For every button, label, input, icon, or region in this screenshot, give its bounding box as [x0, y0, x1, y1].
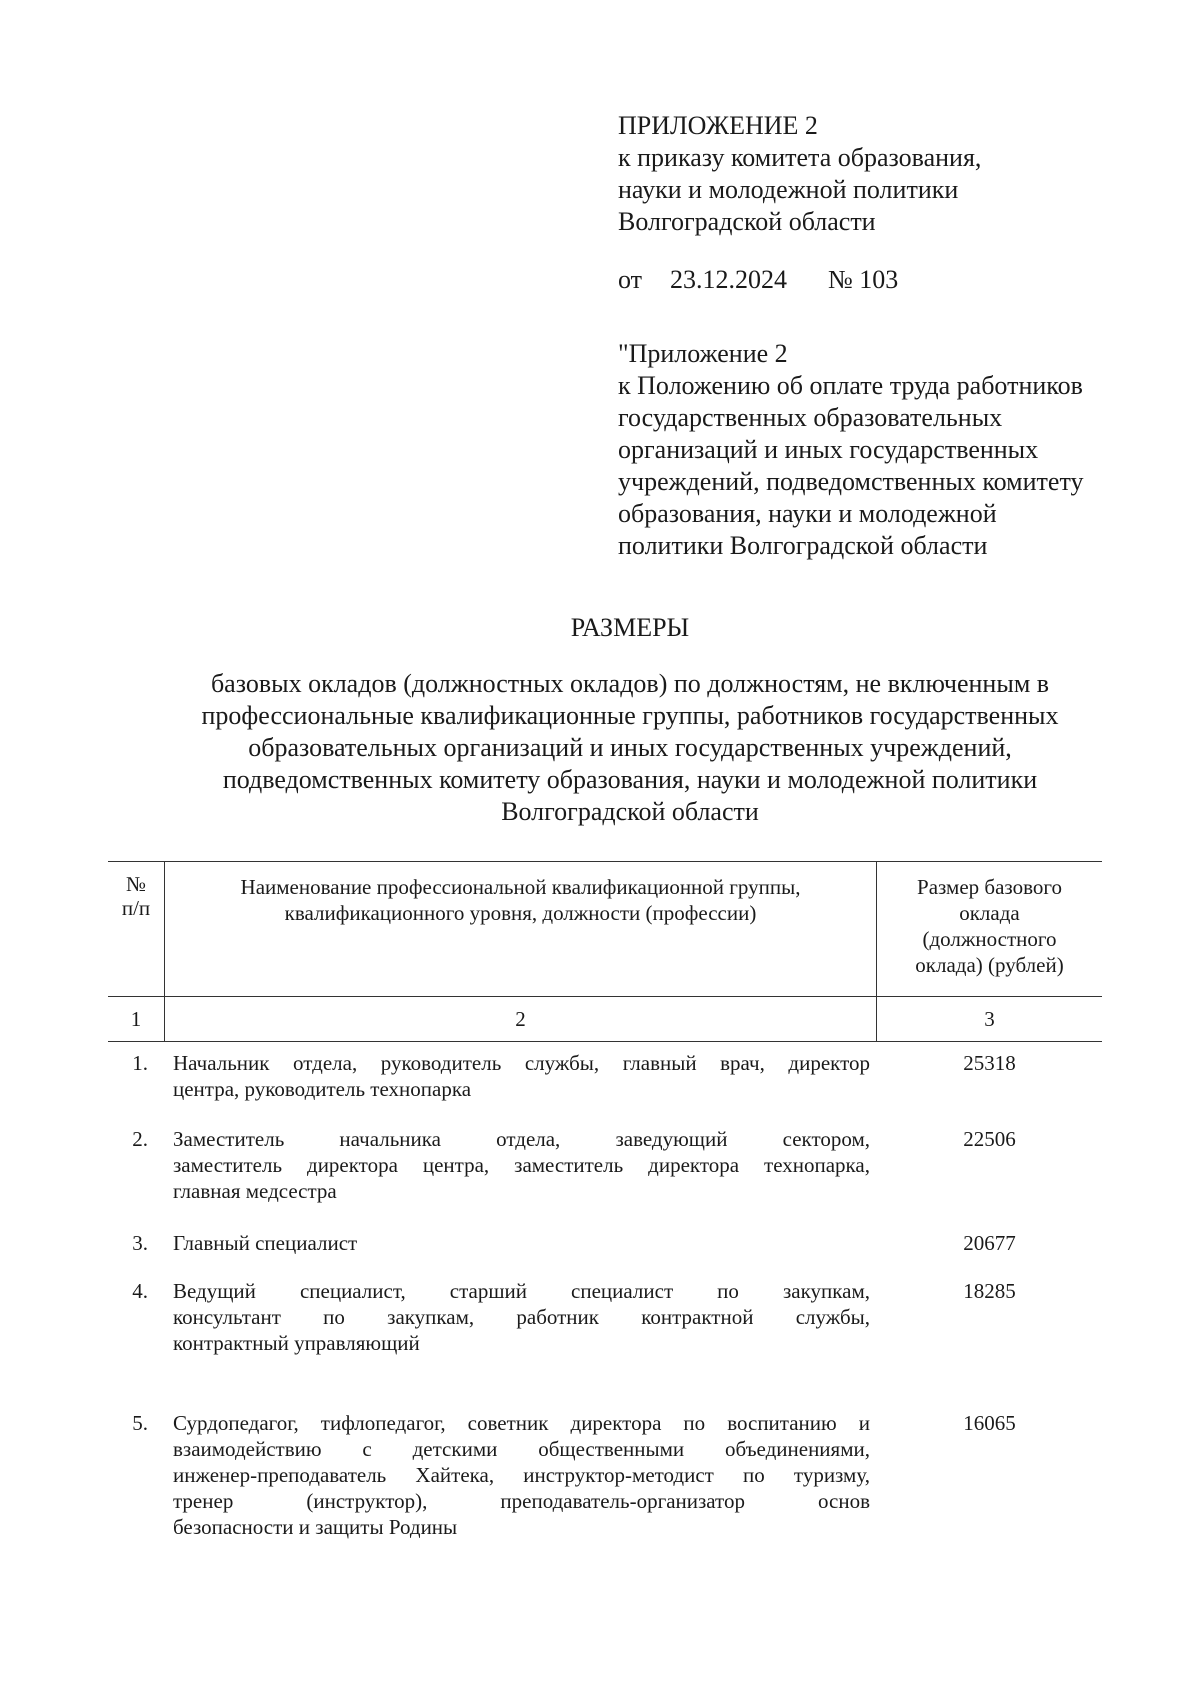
- header-salary-line: Размер базового: [917, 875, 1062, 899]
- appendix-header: [618, 110, 1178, 238]
- row-position: [173, 1410, 870, 1540]
- column-number-row: [108, 997, 1102, 1042]
- row-position-line: центра, руководитель технопарка: [173, 1077, 472, 1101]
- row-index: 3.: [132, 1231, 148, 1255]
- row-salary: 25318: [963, 1051, 1016, 1075]
- row-salary: 22506: [963, 1127, 1016, 1151]
- annex-line: политики Волгоградской области: [618, 531, 988, 560]
- column-number: 2: [515, 1007, 526, 1031]
- annex-line: учреждений, подведомственных комитету: [618, 467, 1084, 496]
- row-position-line: Сурдопедагог, тифлопедагог, советник директора по воспитанию и: [173, 1411, 870, 1435]
- column-number: 3: [984, 1007, 995, 1031]
- row-position-line: взаимодействию с детскими общественными объединениями,: [173, 1437, 870, 1461]
- subtitle-line: подведомственных комитету образования, науки и молодежной политики: [222, 765, 1038, 794]
- order-from-label: от: [618, 265, 643, 294]
- header-number: [108, 872, 164, 920]
- document-title: РАЗМЕРЫ: [570, 613, 690, 642]
- subtitle-line: Волгоградской области: [501, 797, 759, 826]
- row-salary: 16065: [963, 1411, 1016, 1435]
- annex-reference: [618, 338, 1188, 562]
- row-position-line: Заместитель начальника отдела, заведующий сектором,: [173, 1127, 870, 1151]
- row-position-line: Главный специалист: [173, 1231, 358, 1255]
- row-salary: 18285: [963, 1279, 1016, 1303]
- row-position-line: заместитель директора центра, заместитель директора технопарка,: [173, 1153, 870, 1177]
- row-index: 1.: [132, 1051, 148, 1075]
- header-salary-line: оклада: [959, 901, 1020, 925]
- row-position-line: Начальник отдела, руководитель службы, главный врач, директор: [173, 1051, 870, 1075]
- annex-line: к Положению об оплате труда работников: [618, 371, 1083, 400]
- row-position: [173, 1278, 870, 1356]
- subtitle-line: образовательных организаций и иных государственных учреждений,: [248, 733, 1012, 762]
- annex-line: организаций и иных государственных: [618, 435, 1039, 464]
- header-number-line: п/п: [121, 896, 151, 920]
- row-position-line: контрактный управляющий: [173, 1331, 420, 1355]
- header-position-line: Наименование профессиональной квалификационной группы,: [240, 875, 801, 899]
- order-reference: [618, 264, 898, 296]
- row-index: 4.: [132, 1279, 148, 1303]
- appendix-title: ПРИЛОЖЕНИЕ 2: [618, 111, 818, 140]
- subtitle-line: профессиональные квалификационные группы, работников государственных: [201, 701, 1059, 730]
- row-position-line: главная медсестра: [173, 1179, 337, 1203]
- order-number: № 103: [828, 265, 899, 294]
- document-subtitle: [130, 668, 1130, 828]
- header-number-line: №: [125, 872, 147, 896]
- header-salary: [877, 874, 1102, 978]
- row-position-line: консультант по закупкам, работник контрактной службы,: [173, 1305, 870, 1329]
- appendix-header-line: Волгоградской области: [618, 207, 876, 236]
- row-salary: 20677: [963, 1231, 1016, 1255]
- row-position: [173, 1050, 870, 1102]
- header-position-line: квалификационного уровня, должности (профессии): [284, 901, 757, 925]
- order-date: 23.12.2024: [670, 265, 787, 294]
- row-position-line: инженер-преподаватель Хайтека, инструктор-методист по туризму,: [173, 1463, 870, 1487]
- row-index: 5.: [132, 1411, 148, 1435]
- annex-line: государственных образовательных: [618, 403, 1003, 432]
- row-position-line: тренер (инструктор), преподаватель-организатор основ: [173, 1489, 870, 1513]
- row-position: [173, 1126, 870, 1204]
- header-position-name: [165, 874, 876, 926]
- row-index: 2.: [132, 1127, 148, 1151]
- annex-line: образования, науки и молодежной: [618, 499, 997, 528]
- salary-table: [108, 861, 1102, 1042]
- appendix-header-line: науки и молодежной политики: [618, 175, 959, 204]
- header-salary-line: оклада) (рублей): [915, 953, 1064, 977]
- table-header: [108, 861, 1102, 997]
- appendix-header-line: к приказу комитета образования,: [618, 143, 982, 172]
- annex-line: "Приложение 2: [618, 339, 788, 368]
- header-salary-line: (должностного: [922, 927, 1057, 951]
- subtitle-line: базовых окладов (должностных окладов) по должностям, не включенным в: [210, 669, 1050, 698]
- row-position: [173, 1230, 870, 1256]
- row-position-line: Ведущий специалист, старший специалист по закупкам,: [173, 1279, 870, 1303]
- row-position-line: безопасности и защиты Родины: [173, 1515, 458, 1539]
- column-number: 1: [130, 1007, 142, 1031]
